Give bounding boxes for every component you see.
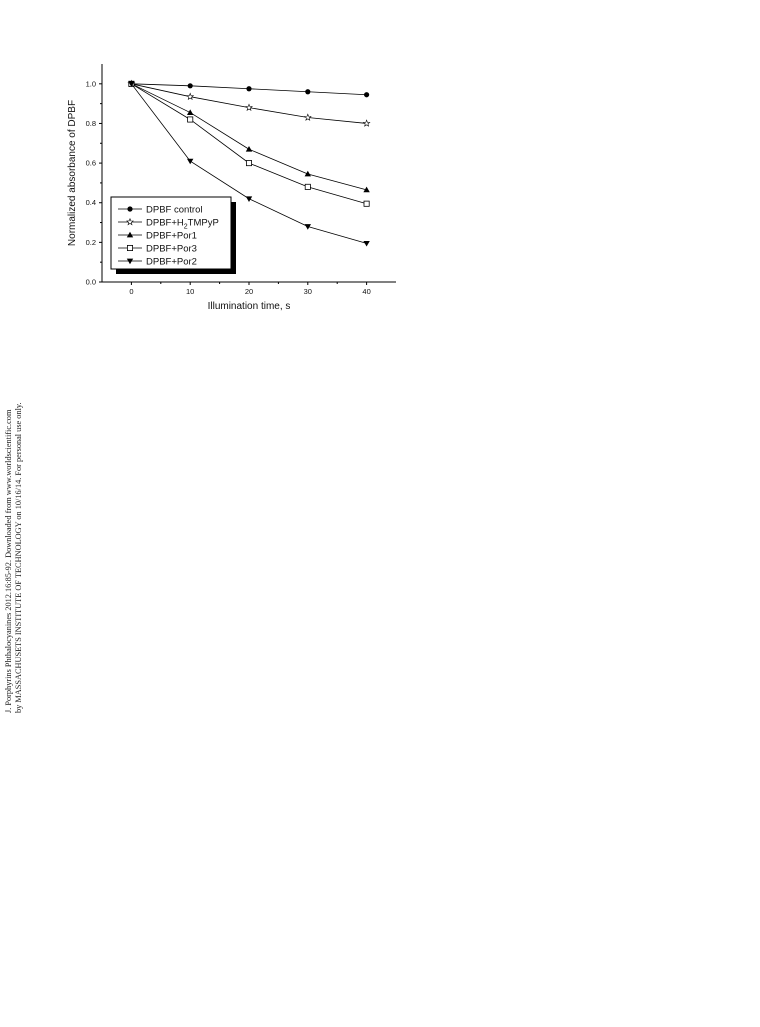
x-tick-label: 0	[129, 287, 134, 296]
legend-label: DPBF+Por2	[146, 256, 197, 268]
download-notice	[4, 273, 24, 713]
y-axis-title: Normalized absorbance of DPBF	[67, 99, 78, 247]
data-point	[246, 104, 252, 110]
x-tick-label: 20	[244, 287, 254, 296]
data-point	[188, 83, 193, 88]
absorbance-chart	[0, 0, 760, 330]
y-tick-label: 0.0	[85, 277, 96, 287]
data-point	[364, 92, 369, 97]
data-point	[364, 201, 369, 206]
data-point	[305, 89, 310, 94]
legend-label: DPBF control	[146, 204, 203, 216]
y-tick-label: 0.2	[85, 237, 96, 247]
data-point	[187, 109, 193, 115]
data-point	[246, 196, 252, 202]
series-2	[128, 81, 370, 193]
data-point	[305, 114, 311, 120]
data-point	[363, 241, 369, 247]
series-0	[129, 81, 369, 97]
series-line	[131, 84, 366, 204]
x-axis-title: Illumination time, s	[207, 301, 291, 312]
y-tick-label: 0.6	[85, 158, 96, 168]
legend-label: DPBF+Por1	[146, 230, 197, 242]
data-point	[363, 120, 369, 126]
x-tick-label: 30	[303, 287, 312, 296]
y-tick-label: 0.4	[85, 198, 96, 208]
data-point	[305, 171, 311, 177]
data-point	[187, 93, 193, 99]
y-tick-label: 0.8	[85, 118, 96, 128]
legend-label: $DPBF+H_2TMPyP$	[146, 217, 219, 231]
legend-marker	[127, 245, 132, 250]
download-notice-line-2: by MASSACHUSETS INSTITUTE OF TECHNOLOGY on 10/16/14. For personal use only.	[14, 402, 23, 713]
legend-marker	[127, 206, 132, 211]
x-tick-label: 10	[186, 287, 195, 296]
y-tick-label: 1.0	[85, 79, 96, 89]
data-point	[246, 146, 252, 152]
data-point	[187, 159, 193, 165]
legend-label: DPBF+Por3	[146, 243, 197, 255]
data-point	[305, 184, 310, 189]
download-notice-line-1: J. Porphyrins Phthalocyanines 2012.16:85-92. Downloaded from www.worldscientific.com	[4, 409, 13, 713]
data-point	[246, 160, 251, 165]
data-point	[246, 86, 251, 91]
series-line	[131, 84, 366, 190]
data-point	[188, 117, 193, 122]
legend	[111, 197, 236, 274]
x-tick-label: 40	[362, 287, 371, 296]
